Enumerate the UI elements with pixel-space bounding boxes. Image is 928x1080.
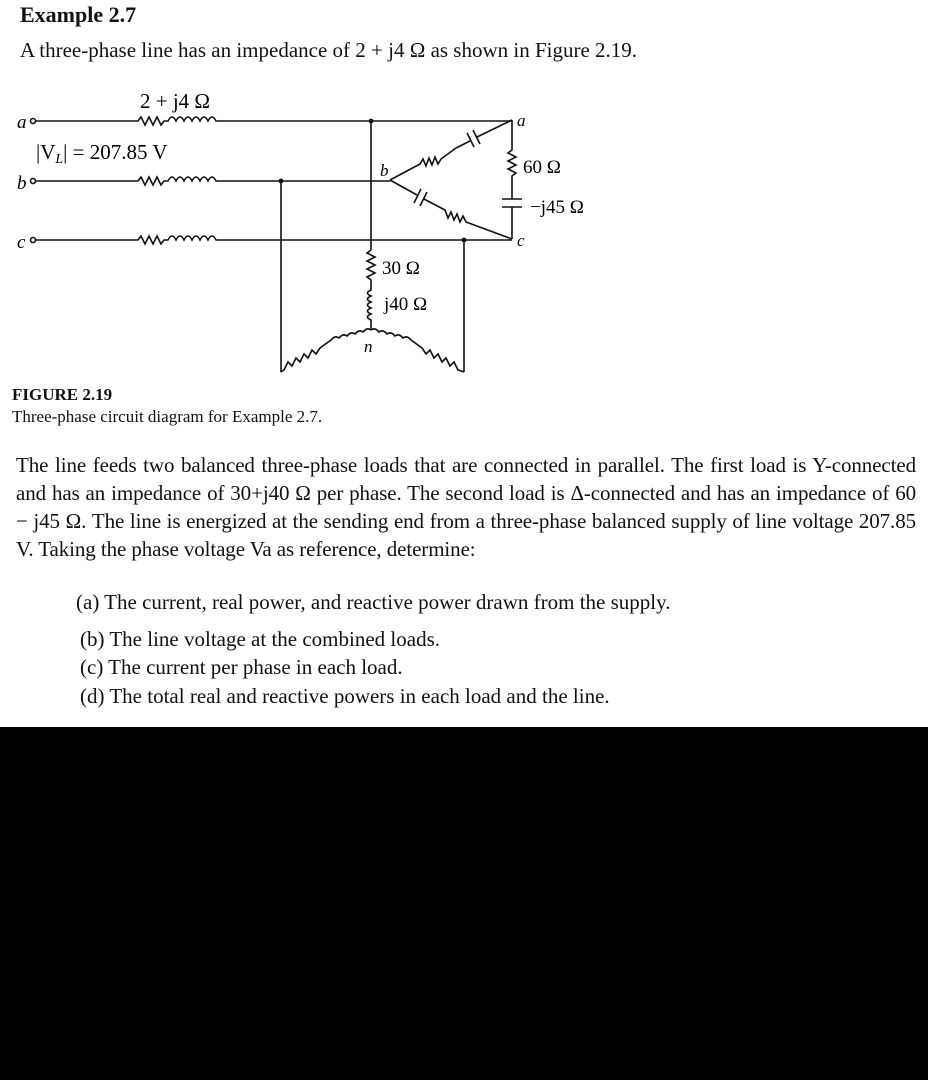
delta-resistance-label: 60 Ω xyxy=(523,157,561,178)
question-b: (b) The line voltage at the combined loads. xyxy=(80,627,441,651)
terminal-a-label: a xyxy=(17,112,27,133)
neutral-label: n xyxy=(364,337,373,356)
question-a: (a) The current, real power, and reactive power drawn from the supply. xyxy=(76,590,671,614)
figure-title: FIGURE 2.19 xyxy=(12,385,113,404)
terminal-b-label: b xyxy=(17,173,27,194)
example-heading: Example 2.7 xyxy=(20,2,137,27)
wye-resistance-label: 30 Ω xyxy=(382,258,420,279)
intro-text: A three-phase line has an impedance of 2 + j4 Ω as shown in Figure 2.19. xyxy=(20,38,638,62)
circuit-diagram xyxy=(0,0,928,385)
problem-paragraph: The line feeds two balanced three-phase loads that are connected in parallel. The first load is Y-connected and has an impedance of 30+j40 Ω per phase. The second load is Δ-connected and has an impedance of 60 − j45 Ω. The line is energized at the sending end from a three-phase balanced supply of line voltage 207.85 V. Taking the phase voltage Va as reference, determine: xyxy=(16,453,916,561)
question-c: (c) The current per phase in each load. xyxy=(80,655,403,679)
terminal-c-label: c xyxy=(17,232,26,253)
figure-caption: Three-phase circuit diagram for Example 2.7. xyxy=(12,407,323,426)
delta-node-c-label: c xyxy=(517,231,525,250)
delta-node-a-label: a xyxy=(517,111,526,130)
line-voltage-label: |VL| = 207.85 V xyxy=(36,140,168,167)
wye-reactance-label: j40 Ω xyxy=(384,294,428,315)
delta-reactance-label: −j45 Ω xyxy=(530,197,584,218)
question-d: (d) The total real and reactive powers in each load and the line. xyxy=(80,684,610,708)
line-impedance-label: 2 + j4 Ω xyxy=(140,89,211,113)
delta-node-b-label: b xyxy=(380,161,389,180)
